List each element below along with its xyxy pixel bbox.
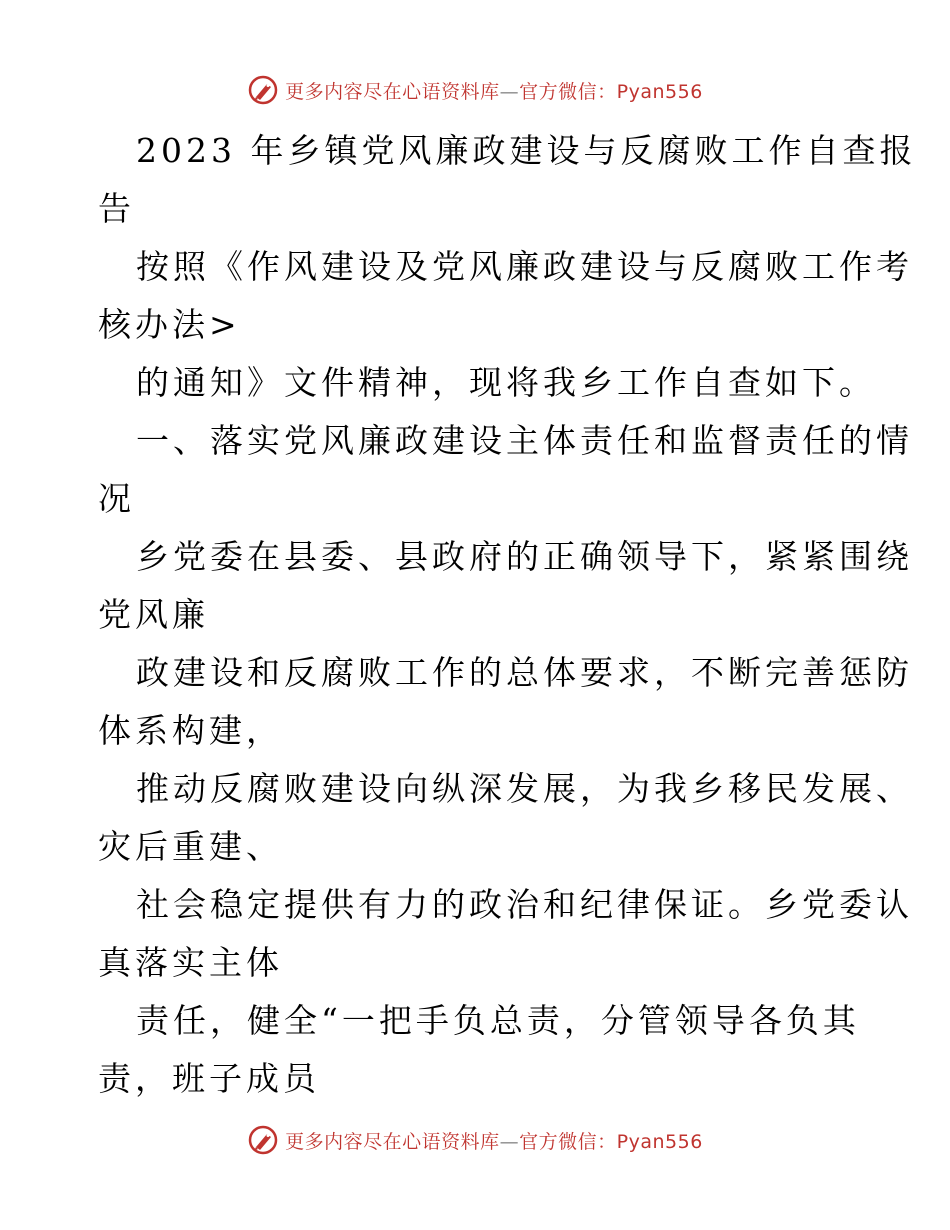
banner-separator: — [499, 1130, 520, 1153]
document-body [98, 122, 917, 1108]
text-line: 责，班子成员 [98, 1059, 320, 1098]
text-line: 按照《作风建设及党风廉政建设与反腐败工作考 [136, 247, 913, 286]
section-heading: 一、落实党风廉政建设主体责任和监督责任的情 [136, 421, 913, 460]
text-line: 告 [98, 189, 135, 228]
text-line: 灾后重建、 [98, 827, 283, 866]
banner-brand: 更多内容尽在心语资料库 [285, 80, 500, 103]
banner-contact: 官方微信：Pyan556 [519, 80, 703, 103]
text-line: 况 [98, 479, 135, 518]
text-line: 的通知》文件精神，现将我乡工作自查如下。 [136, 363, 876, 402]
pen-nib-logo-icon [247, 1124, 279, 1156]
banner-separator: — [499, 80, 520, 103]
banner-contact: 官方微信：Pyan556 [519, 1130, 703, 1153]
text-line: 体系构建， [98, 711, 283, 750]
pen-nib-logo-icon [247, 74, 279, 106]
banner-brand: 更多内容尽在心语资料库 [285, 1130, 500, 1153]
text-line: 社会稳定提供有力的政治和纪律保证。乡党委认 [136, 885, 913, 924]
text-line: 核办法> [98, 305, 241, 344]
text-line: 真落实主体 [98, 943, 283, 982]
footer-banner [0, 1120, 950, 1160]
text-line: 2023 年乡镇党风廉政建设与反腐败工作自查报 [136, 131, 917, 170]
header-banner [0, 70, 950, 110]
banner-text [285, 77, 703, 104]
text-line: 推动反腐败建设向纵深发展，为我乡移民发展、 [136, 769, 913, 808]
text-line: 乡党委在县委、县政府的正确领导下，紧紧围绕 [136, 537, 913, 576]
banner-text [285, 1127, 703, 1154]
text-line: 党风廉 [98, 595, 209, 634]
text-line: 政建设和反腐败工作的总体要求，不断完善惩防 [136, 653, 913, 692]
text-line: 责任，健全“一把手负总责，分管领导各负其 [136, 1001, 860, 1040]
